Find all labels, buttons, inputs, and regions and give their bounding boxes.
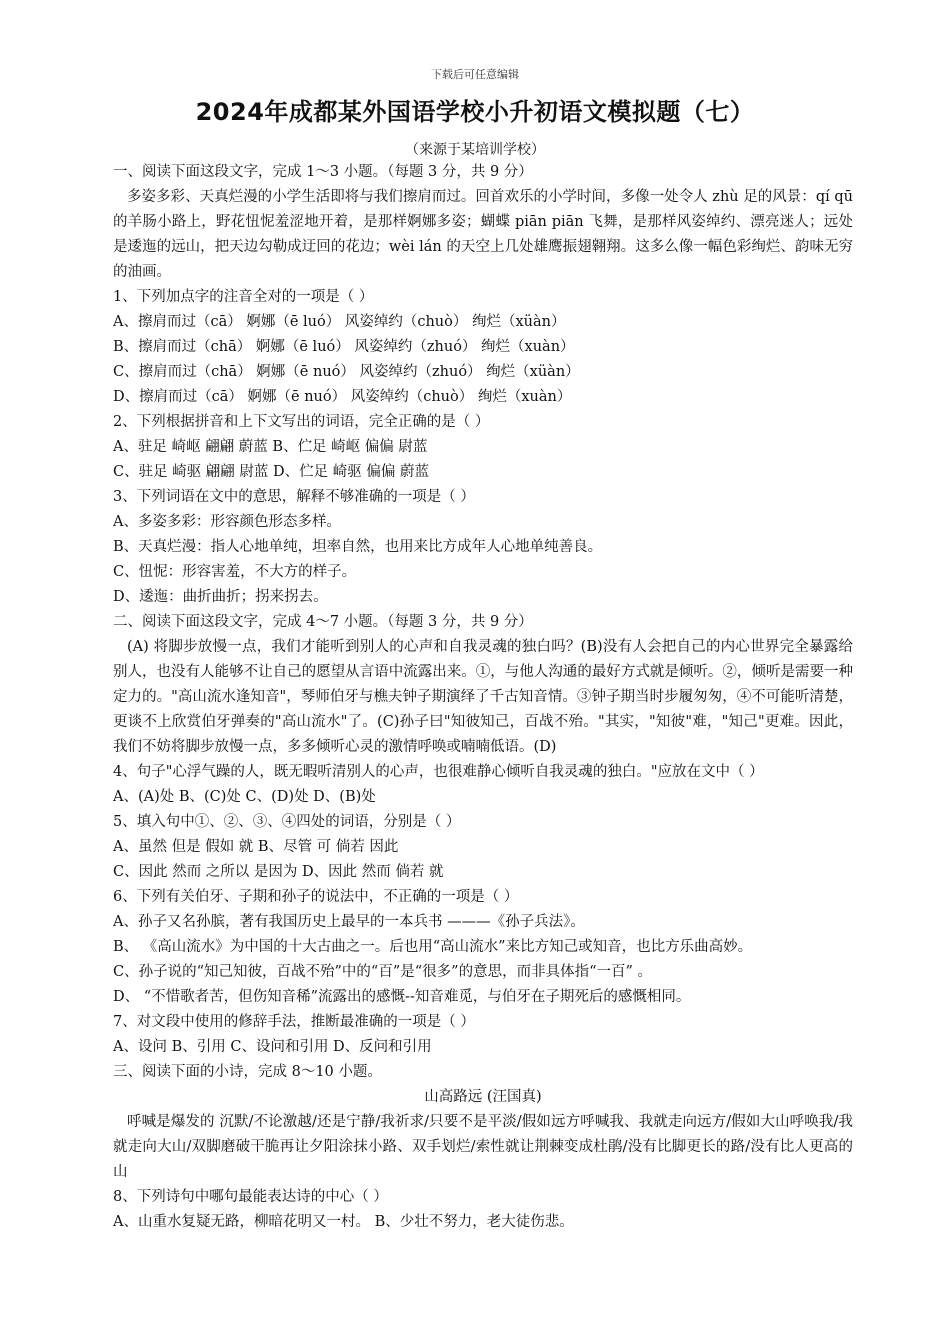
question-6-option-a: A、孙子又名孙膑，著有我国历史上最早的一本兵书 ———《孙子兵法》。: [113, 914, 585, 930]
question-3-stem: 3、下列词语在文中的意思，解释不够准确的一项是（ ）: [113, 489, 475, 505]
question-1-option-d: D、擦肩而过（cā） 婀娜（ē nuó） 风姿绰约（chuò） 绚烂（xuàn）: [113, 389, 572, 405]
question-5-stem: 5、填入句中①、②、③、④四处的词语，分别是（ ）: [113, 814, 461, 830]
question-3-option-d: D、逶迤：曲折曲折；拐来拐去。: [113, 589, 328, 605]
question-1-option-c: C、擦肩而过（chā） 婀娜（ē nuó） 风姿绰约（zhuó） 绚烂（xüàn）: [113, 364, 580, 380]
question-3-option-a: A、多姿多彩：形容颜色形态多样。: [113, 514, 341, 530]
question-4-options: A、(A)处 B、(C)处 C、(D)处 D、(B)处: [113, 789, 376, 805]
section1-heading: 一、阅读下面这段文字，完成 1～3 小题。（每题 3 分，共 9 分）: [113, 164, 533, 180]
question-2-options-cd: C、驻足 崎驱 翩翩 尉蓝 D、伫足 崎驱 偏偏 蔚蓝: [113, 464, 429, 480]
question-8-options: A、山重水复疑无路，柳暗花明又一村。 B、少壮不努力，老大徒伤悲。: [113, 1214, 574, 1230]
question-6-option-b: B、 《高山流水》为中国的十大古曲之一。后也用“高山流水”来比方知己或知音，也比方乐曲高妙。: [113, 939, 753, 955]
question-5-options-cd: C、因此 然而 之所以 是因为 D、因此 然而 倘若 就: [113, 864, 444, 880]
question-7-stem: 7、对文段中使用的修辞手法，推断最准确的一项是（ ）: [113, 1014, 475, 1030]
question-2-stem: 2、下列根据拼音和上下文写出的词语，完全正确的是（ ）: [113, 414, 490, 430]
poem-text: 呼喊是爆发的 沉默/不论激越/还是宁静/我祈求/只要不是平淡/假如远方呼喊我、我就走向远方/假如大山呼唤我/我就走向大山/双脚磨破干脆再让夕阳涂抹小路、双手划烂/索性就让荆棘变成杜鹃/没有比脚更长的路/没有比人更高的山: [113, 1114, 853, 1180]
source-note: （来源于某培训学校）: [405, 142, 545, 158]
question-1-option-b: B、擦肩而过（chā） 婀娜（ē luó） 风姿绰约（zhuó） 绚烂（xuàn）: [113, 339, 575, 355]
top-note: 下载后可任意编辑: [431, 68, 519, 81]
section2-heading: 二、阅读下面这段文字，完成 4～7 小题。（每题 3 分，共 9 分）: [113, 614, 533, 630]
question-6-option-d: D、 “不惜歌者苦，但伤知音稀”流露出的感慨--知音难觅，与伯牙在子期死后的感慨相同。: [113, 989, 691, 1005]
poem-title: 山高路远 (汪国真): [424, 1089, 542, 1105]
question-3-option-b: B、天真烂漫：指人心地单纯，坦率自然，也用来比方成年人心地单纯善良。: [113, 539, 603, 555]
question-5-options-ab: A、虽然 但是 假如 就 B、尽管 可 倘若 因此: [113, 839, 399, 855]
question-4-stem: 4、句子"心浮气躁的人，既无暇听清别人的心声，也很难静心倾听自我灵魂的独白。"应放在文中（ ）: [113, 764, 764, 780]
section2-passage: (A) 将脚步放慢一点，我们才能听到别人的心声和自我灵魂的独白吗？(B)没有人会把自己的内心世界完全暴露给别人，也没有人能够不让自己的愿望从言语中流露出来。①，与他人沟通的最好方式就是倾听。②，倾听是需要一种定力的。"高山流水逢知音"，琴师伯牙与樵夫钟子期演绎了千古知音情。③钟子期当时步履匆匆，④不可能听清楚，更谈不上欣赏伯牙弹奏的"高山流水"了。(C)孙子曰"知彼知己，百战不殆。"其实，"知彼"难，"知己"更难。因此，我们不妨将脚步放慢一点，多多倾听心灵的激情呼唤或喃喃低语。(D): [113, 639, 853, 755]
section1-passage: 多姿多彩、天真烂漫的小学生活即将与我们擦肩而过。回首欢乐的小学时间，多像一处令人 zhù 足的风景：qí qū 的羊肠小路上，野花忸怩羞涩地开着，是那样婀娜多姿；蝴蝶 piān piān 飞舞，是那样风姿绰约、漂亮迷人；远处是逶迤的远山，把天边勾勒成迂回的花边；wèi lán 的天空上几处雄鹰振翅翱翔。这多么像一幅色彩绚烂、韵味无穷的油画。: [113, 189, 853, 280]
question-7-options: A、设问 B、引用 C、设问和引用 D、反问和引用: [113, 1039, 432, 1055]
question-6-stem: 6、下列有关伯牙、子期和孙子的说法中，不正确的一项是（ ）: [113, 889, 519, 905]
question-2-options-ab: A、驻足 崎岖 翩翩 蔚蓝 B、伫足 崎岖 偏偏 尉蓝: [113, 439, 428, 455]
question-8-stem: 8、下列诗句中哪句最能表达诗的中心（ ）: [113, 1189, 388, 1205]
question-6-option-c: C、孙子说的“知己知彼，百战不殆”中的“百”是“很多”的意思，而非具体指“一百” 。: [113, 964, 653, 980]
document-body: [113, 160, 853, 1235]
question-3-option-c: C、忸怩：形容害羞，不大方的样子。: [113, 564, 357, 580]
page-title: 2024年成都某外国语学校小升初语文模拟题（七）: [195, 98, 755, 126]
section3-heading: 三、阅读下面的小诗，完成 8～10 小题。: [113, 1064, 382, 1080]
question-1-option-a: A、擦肩而过（cā） 婀娜（ē luó） 风姿绰约（chuò） 绚烂（xüàn）: [113, 314, 566, 330]
question-1-stem: 1、下列加点字的注音全对的一项是（ ）: [113, 289, 374, 305]
